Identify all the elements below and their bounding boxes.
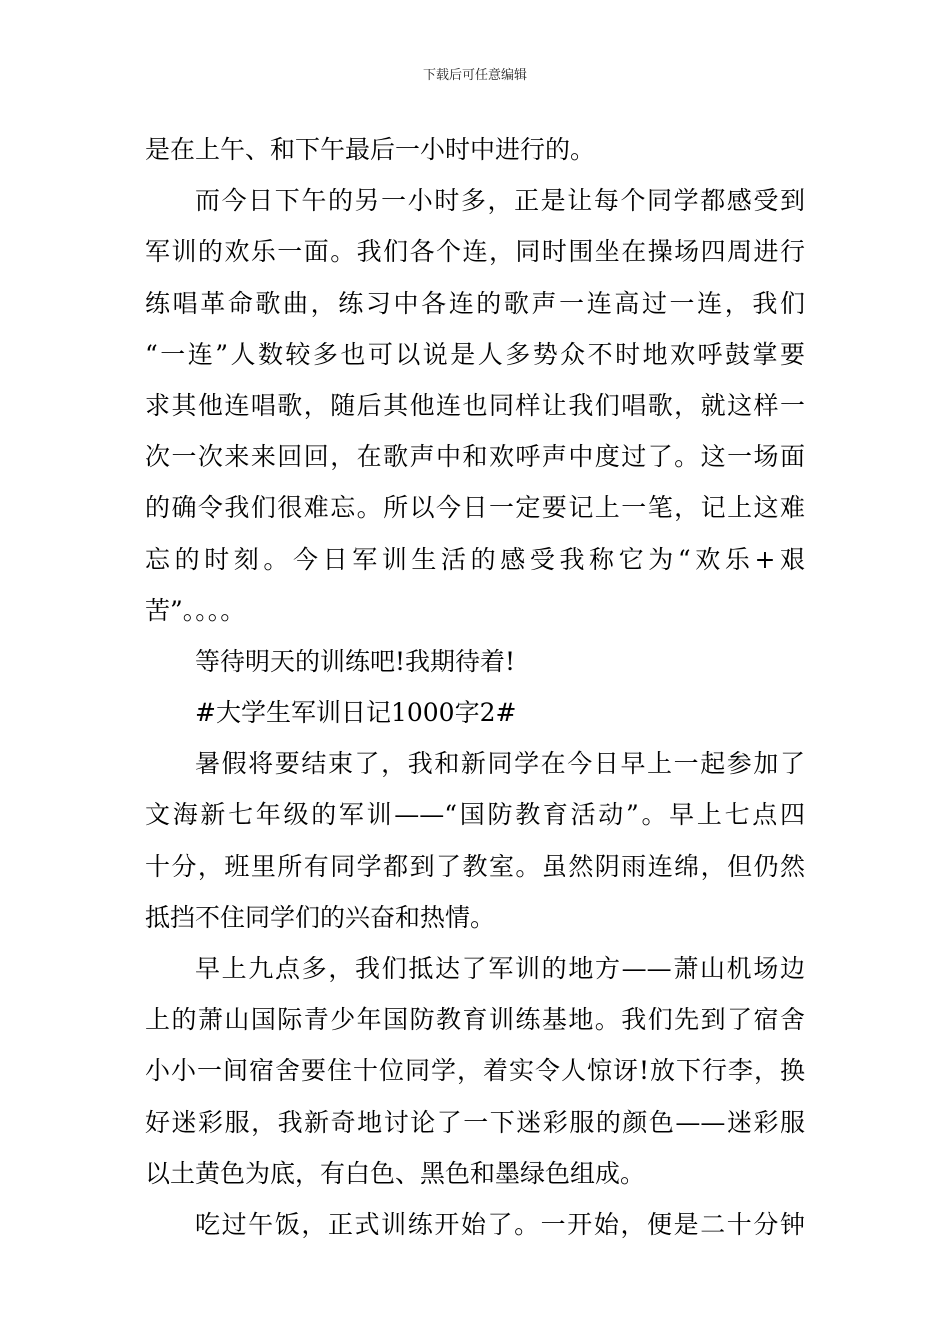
text-line: 而今日下午的另一小时多，正是让每个同学都感受到 <box>195 186 805 216</box>
text-line: 小小一间宿舍要住十位同学，着实令人惊讶!放下行李，换 <box>145 1056 805 1086</box>
text-line: 吃过午饭，正式训练开始了。一开始，便是二十分钟 <box>195 1209 805 1239</box>
text-line: 忘的时刻。今日军训生活的感受我称它为“欢乐+艰 <box>145 544 805 574</box>
text-line: “一连”人数较多也可以说是人多势众不时地欢呼鼓掌要 <box>145 339 805 369</box>
text-line: 好迷彩服，我新奇地讨论了一下迷彩服的颜色——迷彩服 <box>145 1107 805 1137</box>
header-note: 下载后可任意编辑 <box>422 68 527 83</box>
text-line: 文海新七年级的军训——“国防教育活动”。早上七点四 <box>145 800 805 830</box>
text-line: 练唱革命歌曲，练习中各连的歌声一连高过一连，我们 <box>145 288 805 318</box>
text-line: 的确令我们很难忘。所以今日一定要记上一笔，记上这难 <box>145 493 805 523</box>
text-line: 以土黄色为底，有白色、黑色和墨绿色组成。 <box>145 1158 646 1188</box>
text-line: 等待明天的训练吧!我期待着! <box>195 646 516 676</box>
text-line: 上的萧山国际青少年国防教育训练基地。我们先到了宿舍 <box>145 1005 805 1035</box>
text-line: #大学生军训日记1000字2# <box>195 698 517 728</box>
text-line: 十分，班里所有同学都到了教室。虽然阴雨连绵，但仍然 <box>145 851 805 881</box>
body-text <box>145 124 805 1250</box>
text-line: 暑假将要结束了，我和新同学在今日早上一起参加了 <box>195 749 805 779</box>
text-line: 军训的欢乐一面。我们各个连，同时围坐在操场四周进行 <box>145 237 805 267</box>
text-line: 早上九点多，我们抵达了军训的地方——萧山机场边 <box>195 954 805 983</box>
text-line: 是在上午、和下午最后一小时中进行的。 <box>145 135 596 164</box>
text-line: 苦”。。。。 <box>145 595 246 625</box>
text-line: 求其他连唱歌，随后其他连也同样让我们唱歌，就这样一 <box>145 390 805 420</box>
text-line: 抵挡不住同学们的兴奋和热情。 <box>145 902 496 932</box>
text-line: 次一次来来回回，在歌声中和欢呼声中度过了。这一场面 <box>145 442 805 472</box>
